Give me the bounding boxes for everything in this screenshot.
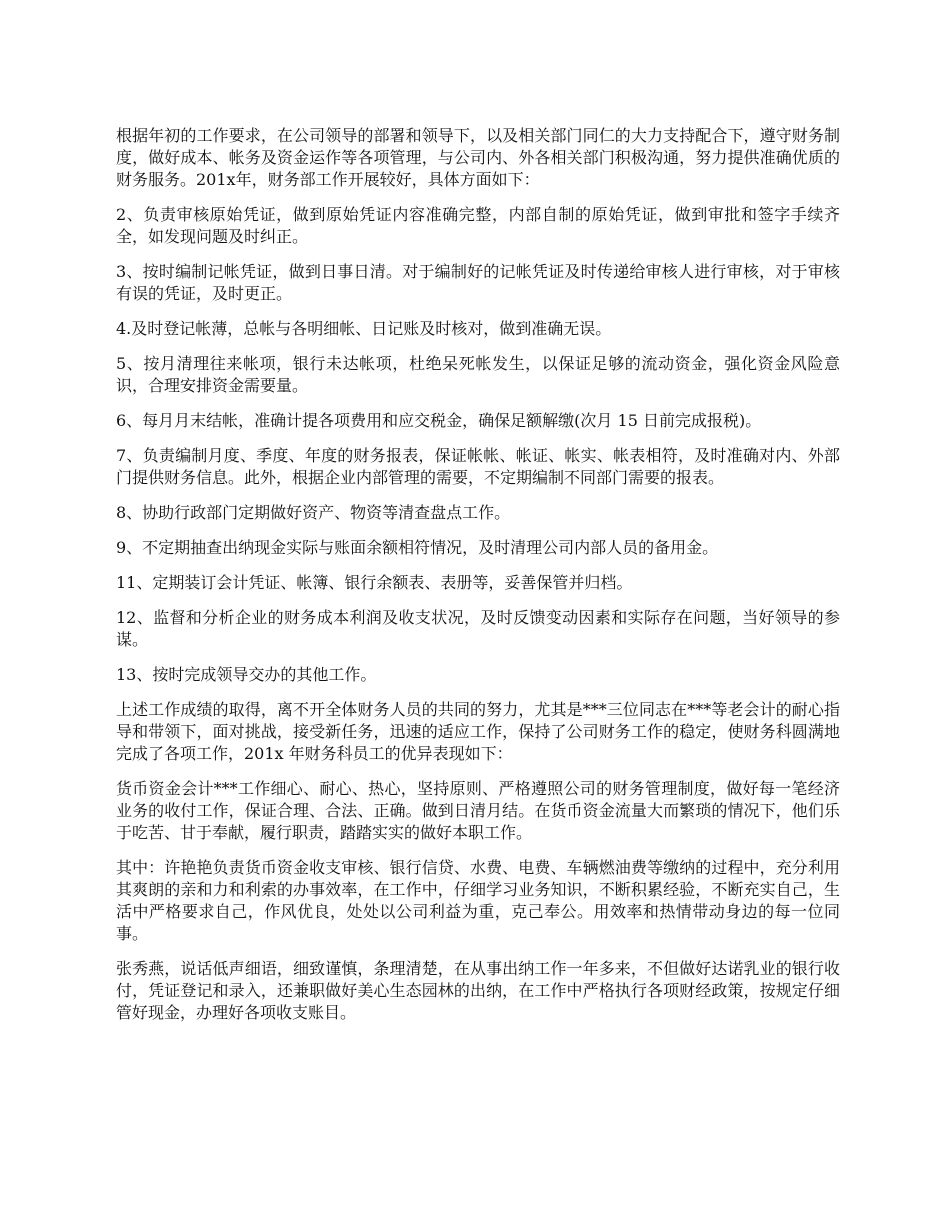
paragraph-item-4: 4.及时登记帐薄，总帐与各明细帐、日记账及时核对，做到准确无误。 <box>116 319 612 338</box>
paragraph-item-8: 8、协助行政部门定期做好资产、物资等清查盘点工作。 <box>116 503 511 522</box>
paragraph-item-2: 2、负责审核原始凭证，做到原始凭证内容准确完整，内部自制的原始凭证，做到审批和签字手续齐全，如发现问题及时纠正。 <box>116 205 840 246</box>
paragraph-item-12: 12、监督和分析企业的财务成本利润及收支状况，及时反馈变动因素和实际存在问题，当好领导的参谋。 <box>116 608 840 649</box>
paragraph-item-3: 3、按时编制记帐凭证，做到日事日清。对于编制好的记帐凭证及时传递给审核人进行审核，对于审核有误的凭证，及时更正。 <box>116 262 840 303</box>
paragraph-cash-accountant: 货币资金会计***工作细心、耐心、热心，坚持原则、严格遵照公司的财务管理制度，做好每一笔经济业务的收付工作，保证合理、合法、正确。做到日清月结。在货币资金流量大而繁琐的情况下，他们乐于吃苦、甘于奉献，履行职责，踏踏实实的做好本职工作。 <box>116 779 840 842</box>
paragraph-xu-yanyan: 其中：许艳艳负责货币资金收支审核、银行信贷、水费、电费、车辆燃油费等缴纳的过程中，充分利用其爽朗的亲和力和利索的办事效率，在工作中，仔细学习业务知识，不断积累经验，不断充实自己，生活中严格要求自己，作风优良，处处以公司利益为重，克己奉公。用效率和热情带动身边的每一位同事。 <box>116 858 840 943</box>
paragraph-zhang-xiuyan: 张秀燕，说话低声细语，细致谨慎，条理清楚，在从事出纳工作一年多来，不但做好达诺乳业的银行收付，凭证登记和录入，还兼职做好美心生态园林的出纳，在工作中严格执行各项财经政策，按规定仔细管好现金，办理好各项收支账目。 <box>116 959 840 1022</box>
paragraph-item-9: 9、不定期抽查出纳现金实际与账面余额相符情况，及时清理公司内部人员的备用金。 <box>116 538 719 557</box>
document-body <box>116 125 840 1037</box>
paragraph-item-13: 13、按时完成领导交办的其他工作。 <box>116 665 377 684</box>
paragraph-item-11: 11、定期装订会计凭证、帐簿、银行余额表、表册等，妥善保管并归档。 <box>116 573 633 592</box>
paragraph-intro: 根据年初的工作要求，在公司领导的部署和领导下，以及相关部门同仁的大力支持配合下，遵守财务制度，做好成本、帐务及资金运作等各项管理，与公司内、外各相关部门积极沟通，努力提供准确优质的财务服务。201x年，财务部工作开展较好，具体方面如下： <box>116 126 840 189</box>
paragraph-summary: 上述工作成绩的取得，离不开全体财务人员的共同的努力，尤其是***三位同志在***等老会计的耐心指导和带领下，面对挑战，接受新任务，迅速的适应工作，保持了公司财务工作的稳定，使财务科圆满地完成了各项工作，201x 年财务科员工的优异表现如下： <box>116 700 840 763</box>
paragraph-item-5: 5、按月清理往来帐项，银行未达帐项，杜绝呆死帐发生，以保证足够的流动资金，强化资金风险意识，合理安排资金需要量。 <box>116 354 840 395</box>
paragraph-item-7: 7、负责编制月度、季度、年度的财务报表，保证帐帐、帐证、帐实、帐表相符，及时准确对内、外部门提供财务信息。此外，根据企业内部管理的需要，不定期编制不同部门需要的报表。 <box>116 446 840 487</box>
paragraph-item-6: 6、每月月末结帐，准确计提各项费用和应交税金，确保足额解缴(次月 15 日前完成报税)。 <box>116 411 762 430</box>
